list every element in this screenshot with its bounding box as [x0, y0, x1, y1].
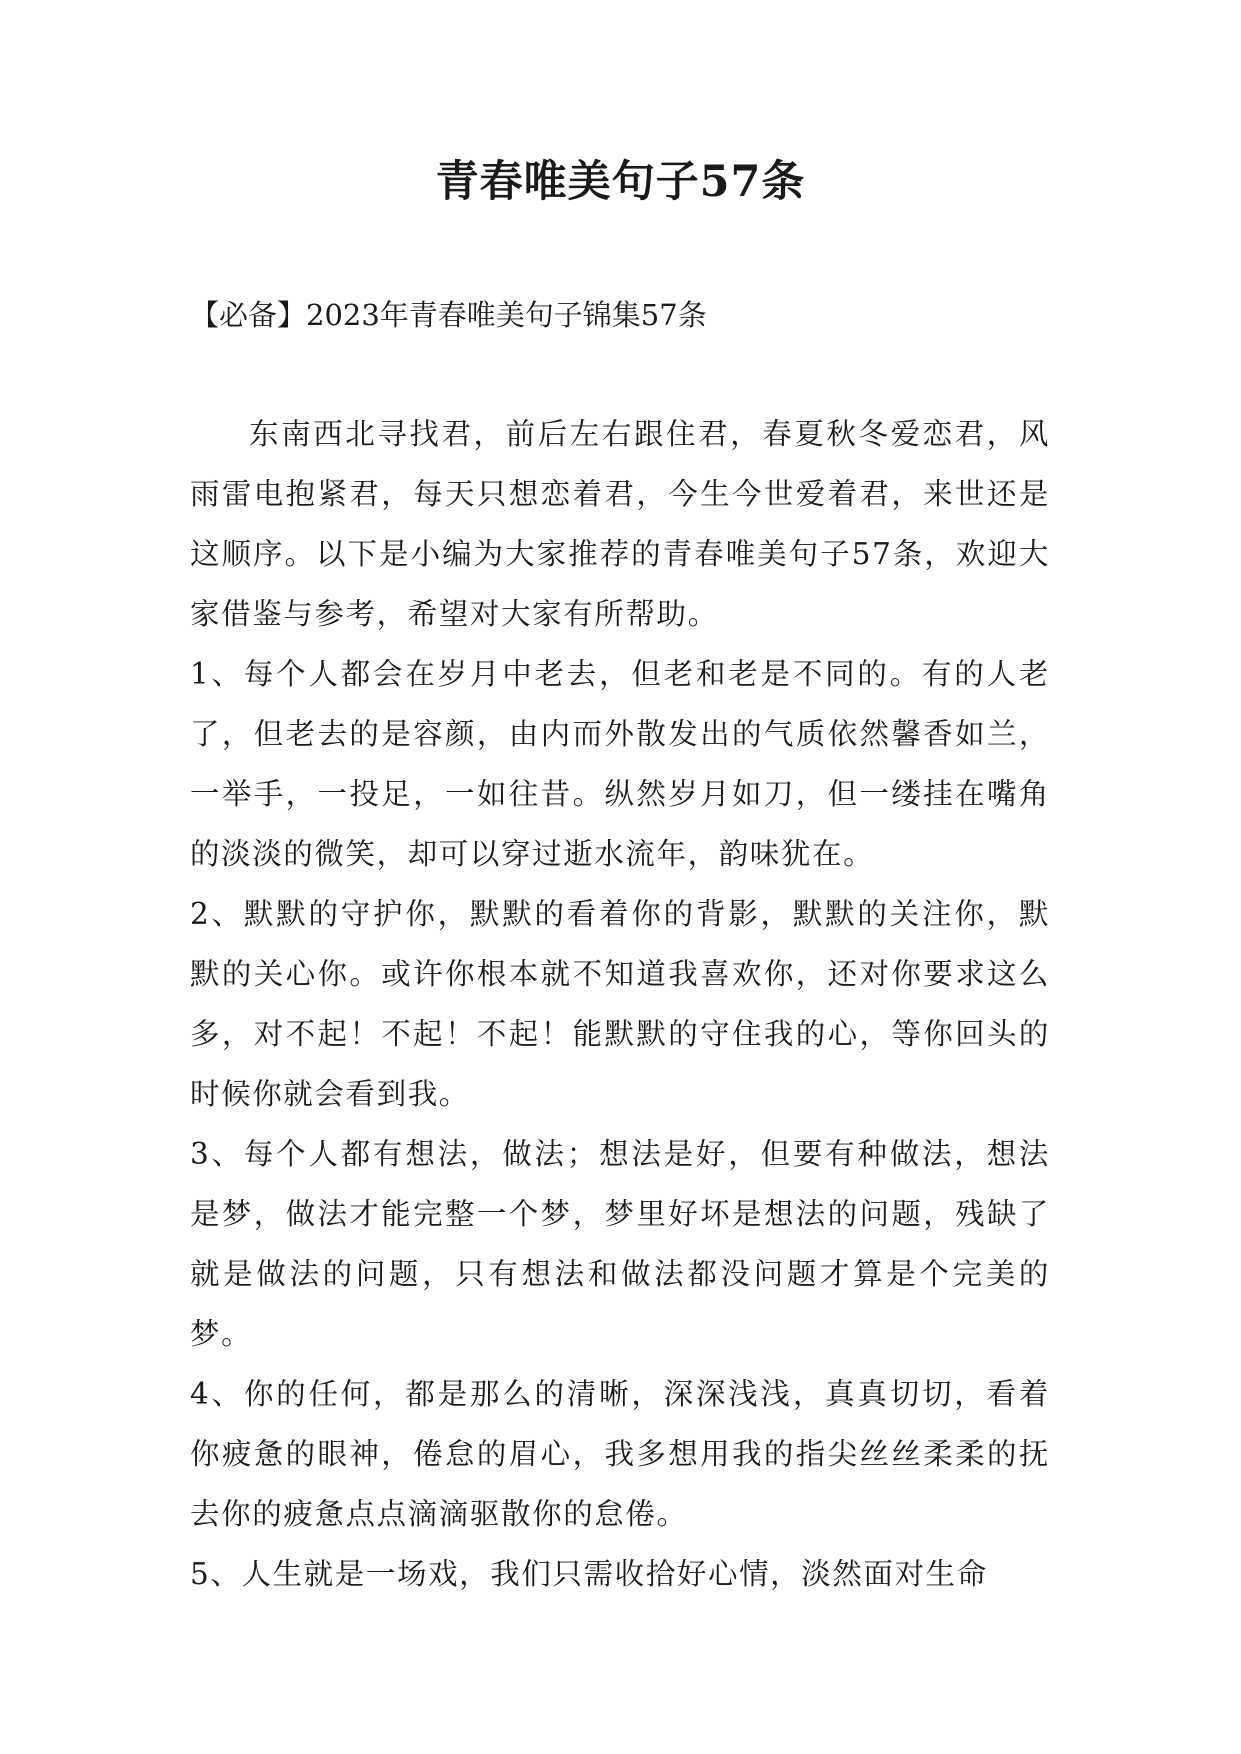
- sentence-item-4: 4、你的任何，都是那么的清晰，深深浅浅，真真切切，看着你疲惫的眼神，倦怠的眉心，我多想用我的指尖丝丝柔柔的抚去你的疲惫点点滴滴驱散你的怠倦。: [190, 1377, 1050, 1531]
- sentence-item-2: 2、默默的守护你，默默的看着你的背影，默默的关注你，默默的关心你。或许你根本就不知道我喜欢你，还对你要求这么多，对不起！不起！不起！能默默的守住我的心，等你回头的时候你就会看到我。: [190, 897, 1050, 1111]
- document-title: 青春唯美句子57条: [435, 157, 806, 207]
- sentence-item-5: 5、人生就是一场戏，我们只需收拾好心情，淡然面对生命: [190, 1557, 988, 1591]
- sentence-item-3: 3、每个人都有想法，做法；想法是好，但要有种做法，想法是梦，做法才能完整一个梦，梦里好坏是想法的问题，残缺了就是做法的问题，只有想法和做法都没问题才算是个完美的梦。: [190, 1137, 1050, 1351]
- document-body: [190, 404, 1050, 1604]
- intro-paragraph: 东南西北寻找君，前后左右跟住君，春夏秋冬爱恋君，风雨雷电抱紧君，每天只想恋着君，今生今世爱着君，来世还是这顺序。以下是小编为大家推荐的青春唯美句子57条，欢迎大家借鉴与参考，希望对大家有所帮助。: [190, 417, 1050, 631]
- document-subtitle: 【必备】2023年青春唯美句子锦集57条: [190, 298, 707, 332]
- sentence-item-1: 1、每个人都会在岁月中老去，但老和老是不同的。有的人老了，但老去的是容颜，由内而外散发出的气质依然馨香如兰，一举手，一投足，一如往昔。纵然岁月如刀，但一缕挂在嘴角的淡淡的微笑，却可以穿过逝水流年，韵味犹在。: [190, 657, 1050, 871]
